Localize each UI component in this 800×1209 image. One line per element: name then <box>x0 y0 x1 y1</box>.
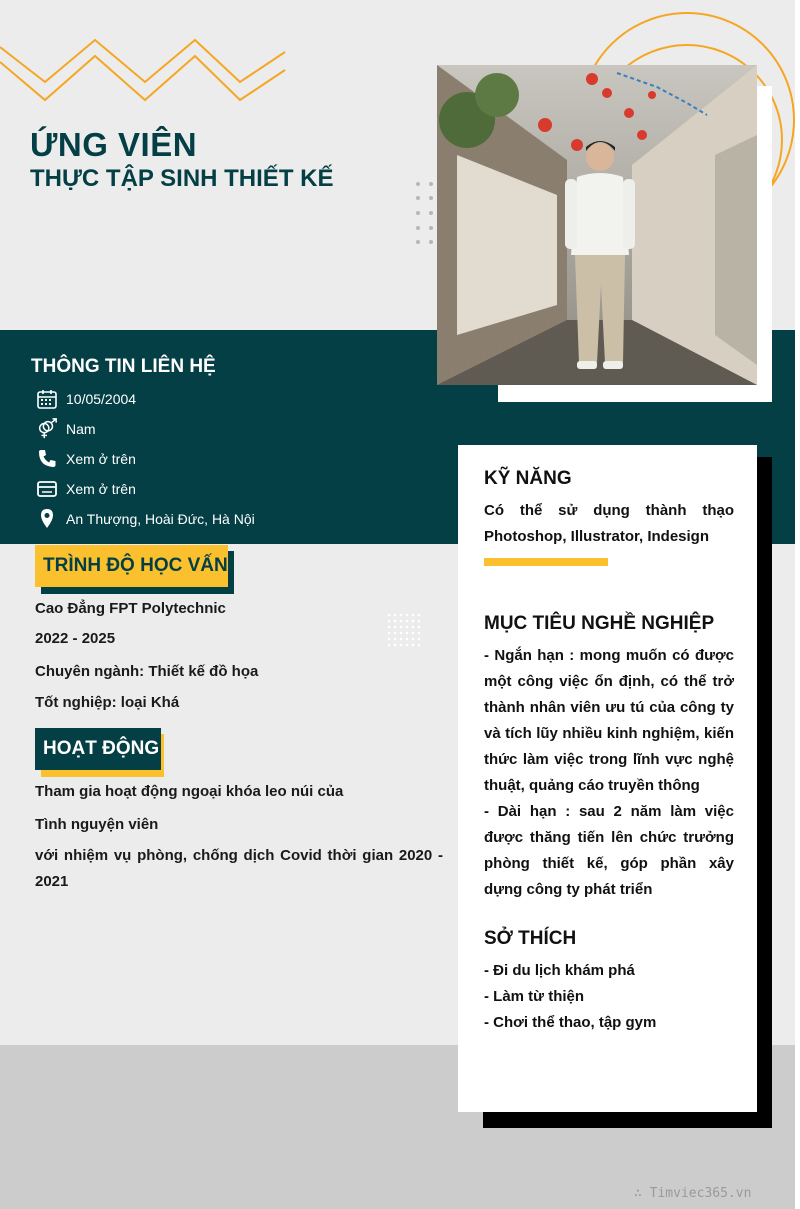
objective-short-term: - Ngắn hạn : mong muốn có được một công việc ổn định, có thể trở thành nhân viên ưu tú của công ty và tích lũy nhiều kinh nghiệm, kiến thức làm việc trong lĩnh vực nghệ thuật, quảng cáo truyền thông <box>484 647 734 794</box>
watermark: ∴ Timviec365.vn <box>634 1186 752 1201</box>
birthdate-text: 10/05/2004 <box>66 391 137 407</box>
objective-long-term: - Dài hạn : sau 2 năm làm việc được thăng tiến lên chức trưởng phòng thiết kế, góp phần xây dựng công ty phát triển <box>484 803 734 898</box>
contact-email <box>36 477 136 501</box>
activity-line-1: Tham gia hoạt động ngoại khóa leo núi của <box>35 783 344 800</box>
activity-line-3: với nhiệm vụ phòng, chống dịch Covid thời gian 2020 - 2021 <box>35 847 443 890</box>
position-subtitle: THỰC TẬP SINH THIẾT KẾ <box>30 165 334 192</box>
address-text: An Thượng, Hoài Đức, Hà Nội <box>66 511 255 527</box>
contact-phone <box>36 447 136 471</box>
email-icon <box>36 478 58 500</box>
contact-address <box>36 507 255 531</box>
education-heading: TRÌNH ĐỘ HỌC VẤN <box>35 545 228 587</box>
activity-line-2: Tình nguyện viên <box>35 816 159 833</box>
activities-heading: HOẠT ĐỘNG <box>35 728 161 770</box>
skills-accent-bar <box>484 558 608 566</box>
contact-title: THÔNG TIN LIÊN HỆ <box>31 356 216 377</box>
skills-heading: KỸ NĂNG <box>484 468 572 489</box>
profile-photo <box>437 65 757 385</box>
hobby-item: - Chơi thể thao, tập gym <box>484 1014 657 1031</box>
location-pin-icon <box>36 508 58 530</box>
contact-gender <box>36 417 96 441</box>
objective-heading: MỤC TIÊU NGHỀ NGHIỆP <box>484 613 715 634</box>
contact-birthdate <box>36 387 136 411</box>
hobby-item: - Đi du lịch khám phá <box>484 962 635 979</box>
skills-text: Có thể sử dụng thành thạo Photoshop, Illustrator, Indesign <box>484 502 734 545</box>
hobbies-heading: SỞ THÍCH <box>484 928 577 949</box>
calendar-icon <box>36 388 58 410</box>
education-years: 2022 - 2025 <box>35 630 116 647</box>
education-major: Chuyên ngành: Thiết kế đồ họa <box>35 663 259 680</box>
hobby-item: - Làm từ thiện <box>484 988 585 1005</box>
phone-text: Xem ở trên <box>66 451 136 467</box>
education-school: Cao Đẳng FPT Polytechnic <box>35 600 226 617</box>
gender-icon <box>36 418 58 440</box>
phone-icon <box>36 448 58 470</box>
candidate-title: ỨNG VIÊN <box>30 126 198 163</box>
education-graduation: Tốt nghiệp: loại Khá <box>35 694 180 711</box>
email-text: Xem ở trên <box>66 481 136 497</box>
gender-text: Nam <box>66 421 96 437</box>
